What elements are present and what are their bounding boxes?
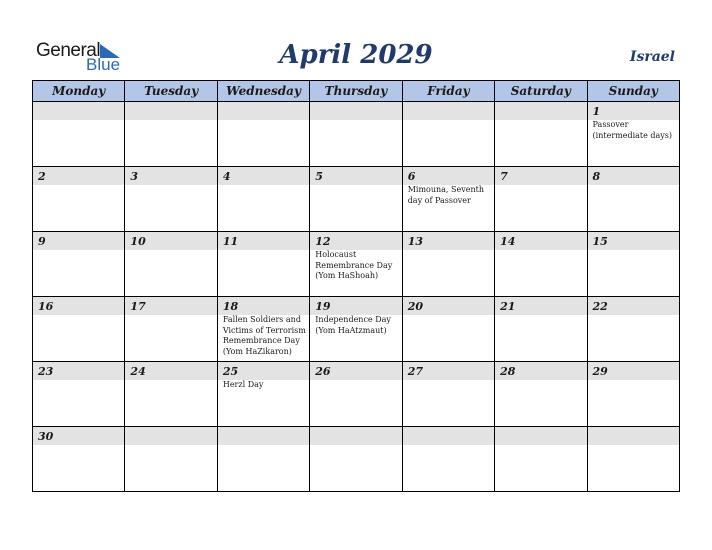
holiday-label: Passover (intermediate days) bbox=[592, 120, 673, 140]
day-cell bbox=[33, 427, 125, 492]
day-cell bbox=[217, 362, 309, 427]
day-number bbox=[125, 427, 216, 445]
day-cell bbox=[495, 232, 587, 297]
day-number: 19 bbox=[310, 297, 401, 315]
day-number bbox=[403, 102, 494, 120]
day-number: 21 bbox=[495, 297, 586, 315]
day-cell bbox=[310, 102, 402, 167]
day-number bbox=[310, 102, 401, 120]
calendar-body bbox=[33, 102, 680, 492]
weekday-header: Friday bbox=[402, 81, 494, 102]
day-number bbox=[588, 427, 679, 445]
day-cell bbox=[495, 102, 587, 167]
day-cell bbox=[587, 102, 679, 167]
weekday-header: Thursday bbox=[310, 81, 402, 102]
day-cell bbox=[125, 102, 217, 167]
day-number bbox=[495, 427, 586, 445]
logo-word-general: General bbox=[36, 40, 101, 61]
day-cell bbox=[125, 427, 217, 492]
logo-word-blue: Blue bbox=[86, 55, 121, 74]
day-cell bbox=[217, 232, 309, 297]
holiday-label: Herzl Day bbox=[222, 380, 264, 389]
day-number: 20 bbox=[403, 297, 494, 315]
day-cell bbox=[495, 167, 587, 232]
day-number: 3 bbox=[125, 167, 216, 185]
day-number: 4 bbox=[218, 167, 309, 185]
day-number: 14 bbox=[495, 232, 586, 250]
day-number: 27 bbox=[403, 362, 494, 380]
day-number bbox=[310, 427, 401, 445]
day-number: 26 bbox=[310, 362, 401, 380]
day-number: 9 bbox=[33, 232, 124, 250]
day-cell bbox=[402, 232, 494, 297]
day-cell bbox=[310, 232, 402, 297]
day-cell bbox=[33, 102, 125, 167]
day-cell bbox=[125, 297, 217, 362]
day-cell bbox=[587, 167, 679, 232]
calendar-grid bbox=[32, 80, 680, 492]
weekday-header: Sunday bbox=[587, 81, 679, 102]
weekday-header-row bbox=[33, 81, 680, 102]
day-cell bbox=[495, 297, 587, 362]
page-title: April 2029 bbox=[279, 40, 433, 70]
day-number: 30 bbox=[33, 427, 124, 445]
week-row bbox=[33, 167, 680, 232]
weekday-header: Saturday bbox=[495, 81, 587, 102]
day-cell bbox=[33, 297, 125, 362]
day-cell bbox=[125, 167, 217, 232]
week-row bbox=[33, 297, 680, 362]
day-number bbox=[495, 102, 586, 120]
day-cell bbox=[587, 427, 679, 492]
day-number: 5 bbox=[310, 167, 401, 185]
day-number: 29 bbox=[588, 362, 679, 380]
holiday-label: Fallen Soldiers and Victims of Terrorism Remembrance Day (Yom HaZikaron) bbox=[222, 315, 306, 356]
day-cell bbox=[33, 232, 125, 297]
day-number: 12 bbox=[310, 232, 401, 250]
day-number bbox=[125, 102, 216, 120]
day-number: 22 bbox=[588, 297, 679, 315]
day-number: 15 bbox=[588, 232, 679, 250]
country-label: Israel bbox=[629, 49, 675, 65]
holiday-label: Independence Day (Yom HaAtzmaut) bbox=[315, 315, 391, 335]
day-cell bbox=[495, 362, 587, 427]
day-cell bbox=[402, 167, 494, 232]
day-cell bbox=[402, 297, 494, 362]
day-cell bbox=[125, 362, 217, 427]
day-number bbox=[33, 102, 124, 120]
week-row bbox=[33, 427, 680, 492]
day-cell bbox=[33, 362, 125, 427]
weekday-header: Wednesday bbox=[217, 81, 309, 102]
day-number: 28 bbox=[495, 362, 586, 380]
day-cell bbox=[125, 232, 217, 297]
day-number: 6 bbox=[403, 167, 494, 185]
day-number: 23 bbox=[33, 362, 124, 380]
day-cell bbox=[310, 362, 402, 427]
day-cell bbox=[587, 232, 679, 297]
holiday-label: Holocaust Remembrance Day (Yom HaShoah) bbox=[315, 250, 393, 280]
weekday-header: Monday bbox=[33, 81, 125, 102]
day-cell bbox=[310, 297, 402, 362]
day-cell bbox=[402, 362, 494, 427]
day-cell bbox=[217, 102, 309, 167]
week-row bbox=[33, 102, 680, 167]
day-number: 2 bbox=[33, 167, 124, 185]
day-number: 18 bbox=[218, 297, 309, 315]
day-number: 11 bbox=[218, 232, 309, 250]
day-number: 17 bbox=[125, 297, 216, 315]
day-cell bbox=[217, 427, 309, 492]
day-cell bbox=[310, 427, 402, 492]
day-cell bbox=[402, 102, 494, 167]
day-cell bbox=[587, 297, 679, 362]
day-cell bbox=[587, 362, 679, 427]
day-number: 1 bbox=[588, 102, 679, 120]
week-row bbox=[33, 232, 680, 297]
day-cell bbox=[33, 167, 125, 232]
day-number: 7 bbox=[495, 167, 586, 185]
day-number bbox=[218, 102, 309, 120]
day-cell bbox=[495, 427, 587, 492]
day-number bbox=[218, 427, 309, 445]
day-cell bbox=[310, 167, 402, 232]
day-number: 25 bbox=[218, 362, 309, 380]
day-number: 13 bbox=[403, 232, 494, 250]
day-cell bbox=[402, 427, 494, 492]
day-number: 16 bbox=[33, 297, 124, 315]
day-number bbox=[403, 427, 494, 445]
day-cell bbox=[217, 297, 309, 362]
holiday-label: Mimouna, Seventh day of Passover bbox=[407, 185, 484, 205]
weekday-header: Tuesday bbox=[125, 81, 217, 102]
day-number: 8 bbox=[588, 167, 679, 185]
week-row bbox=[33, 362, 680, 427]
day-cell bbox=[217, 167, 309, 232]
day-number: 24 bbox=[125, 362, 216, 380]
day-number: 10 bbox=[125, 232, 216, 250]
